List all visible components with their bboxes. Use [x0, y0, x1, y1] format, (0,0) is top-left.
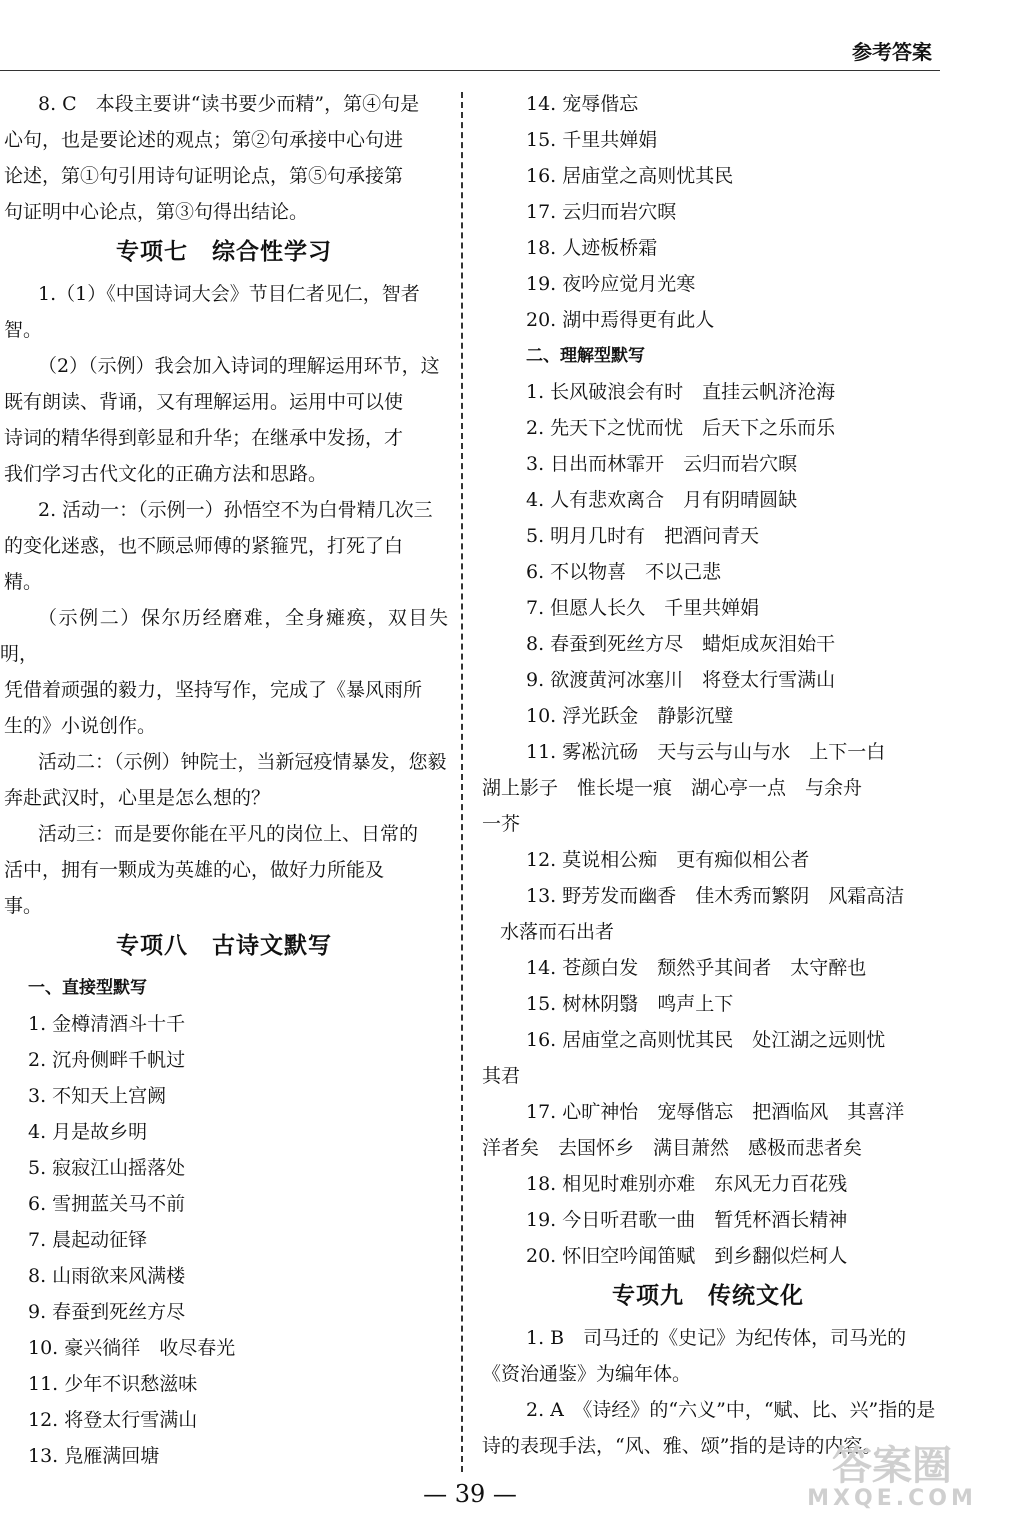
- list-item: 11. 雾凇沆砀 天与云与山与水 上下一白: [526, 741, 886, 763]
- list-item: 5. 寂寂江山摇落处: [28, 1157, 186, 1179]
- list-item: 18. 人迹板桥霜: [526, 237, 658, 259]
- section7-title: 专项七 综合性学习: [116, 239, 332, 265]
- watermark-logo: [792, 1443, 992, 1516]
- list-item: 17. 云归而岩穴暝: [526, 201, 677, 223]
- list-item: 13. 野芳发而幽香 佳木秀而繁阴 风霜高洁: [526, 885, 905, 907]
- q8-line: 8. C 本段主要讲“读书要少而精”，第④句是: [38, 93, 420, 115]
- list-item: 10. 浮光跃金 静影沉璧: [526, 705, 734, 727]
- list-item-cont: 湖上影子 惟长堤一痕 湖心亭一点 与余舟: [482, 777, 863, 799]
- list-item: 6. 不以物喜 不以己悲: [526, 561, 722, 583]
- list-item: 13. 凫雁满回塘: [28, 1445, 160, 1467]
- list-item: 7. 但愿人长久 千里共婵娟: [526, 597, 760, 619]
- s9-line: 诗的表现手法，“风、雅、颂”指的是诗的内容。: [482, 1435, 882, 1457]
- section9-title: 专项九 传统文化: [612, 1283, 804, 1309]
- q8-line: 论述，第①句引用诗句证明论点，第⑤句承接第: [4, 165, 404, 187]
- list-item: 16. 居庙堂之高则忧其民: [526, 165, 734, 187]
- list-item: 9. 春蚕到死丝方尽: [28, 1301, 186, 1323]
- right-column: [478, 86, 938, 1464]
- s7-line: 奔赴武汉时，心里是怎么想的？: [4, 787, 271, 809]
- subheading-understanding: 二、理解型默写: [526, 346, 645, 366]
- list-item: 14. 苍颜白发 颓然乎其间者 太守醉也: [526, 957, 867, 979]
- s7-line: 活动二：（示例）钟院士，当新冠疫情暴发，您毅: [38, 751, 447, 773]
- q8-line: 句证明中心论点，第③句得出结论。: [4, 201, 309, 223]
- list-item: 1. 金樽清酒斗十千: [28, 1013, 186, 1035]
- list-item: 18. 相见时难别亦难 东风无力百花残: [526, 1173, 848, 1195]
- list-item: 4. 月是故乡明: [28, 1121, 148, 1143]
- list-item: 5. 明月几时有 把酒问青天: [526, 525, 760, 547]
- s9-line: 1. B 司马迁的《史记》为纪传体，司马光的: [526, 1327, 907, 1349]
- q8-line: 心句，也是要论述的观点；第②句承接中心句进: [4, 129, 404, 151]
- header-title: 参考答案: [852, 40, 932, 64]
- list-item: 4. 人有悲欢离合 月有阴晴圆缺: [526, 489, 798, 511]
- list-item: 15. 树林阴翳 鸣声上下: [526, 993, 734, 1015]
- list-item: 3. 日出而林霏开 云归而岩穴暝: [526, 453, 798, 475]
- header-rule: [0, 70, 940, 71]
- s7-line: 的变化迷惑，也不顾忌师傅的紧箍咒，打死了白: [4, 535, 404, 557]
- page-number: — 39 —: [423, 1480, 517, 1508]
- s7-line: （2）（示例）我会加入诗词的理解运用环节，这: [38, 355, 440, 377]
- list-item: 6. 雪拥蓝关马不前: [28, 1193, 186, 1215]
- s7-line: 2. 活动一：（示例一）孙悟空不为白骨精几次三: [38, 499, 433, 521]
- s7-line: 智。: [4, 319, 43, 341]
- list-item: 8. 山雨欲来风满楼: [28, 1265, 186, 1287]
- list-item: 20. 怀旧空吟闻笛赋 到乡翻似烂柯人: [526, 1245, 848, 1267]
- list-item: 11. 少年不识愁滋味: [28, 1373, 198, 1395]
- list-item-cont: 水落而石出者: [500, 921, 615, 943]
- list-item: 8. 春蚕到死丝方尽 蜡炬成灰泪始干: [526, 633, 836, 655]
- watermark-domain: MXQE.COM: [807, 1486, 977, 1511]
- s7-line: 诗词的精华得到彰显和升华；在继承中发扬，才: [4, 427, 404, 449]
- list-item-cont: 一芥: [482, 813, 521, 835]
- list-item: 20. 湖中焉得更有此人: [526, 309, 715, 331]
- list-item: 7. 晨起动征铎: [28, 1229, 148, 1251]
- left-column: [0, 86, 448, 1474]
- list-item: 19. 夜吟应觉月光寒: [526, 273, 696, 295]
- s7-line: 活中，拥有一颗成为英雄的心，做好力所能及: [4, 859, 385, 881]
- list-item: 19. 今日听君歌一曲 暂凭杯酒长精神: [526, 1209, 848, 1231]
- section8-title: 专项八 古诗文默写: [116, 933, 332, 959]
- section8-subheading: 一、直接型默写: [28, 978, 147, 998]
- s7-line: 活动三：而是要你能在平凡的岗位上、日常的: [38, 823, 419, 845]
- list-item: 16. 居庙堂之高则忧其民 处江湖之远则忧: [526, 1029, 886, 1051]
- s7-line: 精。: [4, 571, 43, 593]
- list-item-cont: 洋者矣 去国怀乡 满目萧然 感极而悲者矣: [482, 1137, 863, 1159]
- list-item: 17. 心旷神怡 宠辱偕忘 把酒临风 其喜洋: [526, 1101, 905, 1123]
- list-item: 1. 长风破浪会有时 直挂云帆济沧海: [526, 381, 836, 403]
- list-item: 12. 莫说相公痴 更有痴似相公者: [526, 849, 810, 871]
- list-item-cont: 其君: [482, 1065, 521, 1087]
- s7-line: 我们学习古代文化的正确方法和思路。: [4, 463, 328, 485]
- s7-line: 事。: [4, 895, 43, 917]
- list-item: 2. 先天下之忧而忧 后天下之乐而乐: [526, 417, 836, 439]
- list-item: 15. 千里共婵娟: [526, 129, 658, 151]
- s7-line: 凭借着顽强的毅力，坚持写作，完成了《暴风雨所: [4, 679, 423, 701]
- s9-line: 2. A 《诗经》的“六义”中，“赋、比、兴”指的是: [526, 1399, 936, 1421]
- list-item: 14. 宠辱偕忘: [526, 93, 639, 115]
- list-item: 12. 将登太行雪满山: [28, 1409, 198, 1431]
- list-item: 3. 不知天上宫阙: [28, 1085, 167, 1107]
- watermark-text: 答案圈: [832, 1443, 952, 1489]
- list-item: 2. 沉舟侧畔千帆过: [28, 1049, 186, 1071]
- s9-line: 《资治通鉴》为编年体。: [482, 1363, 692, 1385]
- list-item: 10. 豪兴徜徉 收尽春光: [28, 1337, 236, 1359]
- s7-line: （示例二）保尔历经磨难，全身瘫痪，双目失明，: [0, 607, 448, 665]
- s7-line: 既有朗读、背诵，又有理解运用。运用中可以使: [4, 391, 404, 413]
- s7-line: 1.（1）《中国诗词大会》节目仁者见仁，智者: [38, 283, 420, 305]
- s7-line: 生的》小说创作。: [4, 715, 157, 737]
- column-divider: [461, 92, 463, 1472]
- list-item: 9. 欲渡黄河冰塞川 将登太行雪满山: [526, 669, 836, 691]
